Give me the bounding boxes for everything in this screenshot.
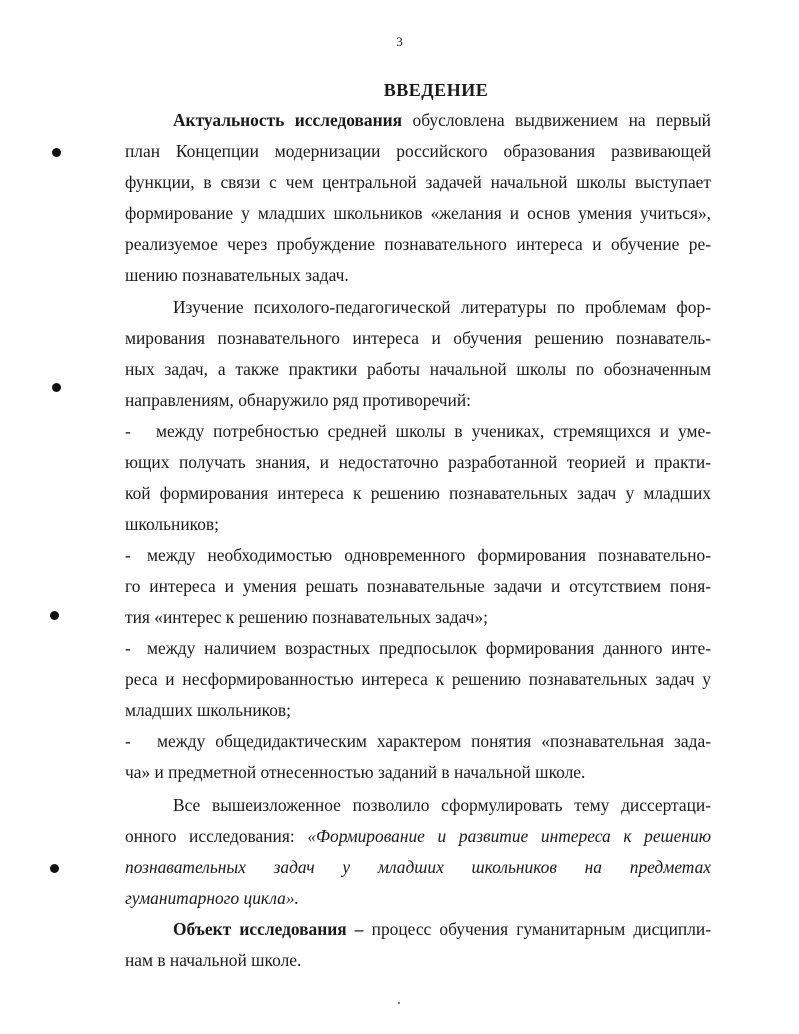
margin-mark — [52, 148, 61, 157]
paragraph-line: функции, в связи с чем центральной задачей начальной школы выступает — [125, 172, 711, 192]
paragraph-line: Все вышеизложенное позволило сформулировать тему диссертаци- — [173, 795, 711, 815]
bullet-dash: - — [125, 638, 131, 658]
paragraph-line: Актуальность исследования обусловлена выдвижением на первый — [173, 110, 711, 130]
margin-mark — [50, 611, 59, 620]
paragraph-line: Объект исследования – процесс обучения гуманитарным дисципли- — [173, 919, 711, 939]
dissertation-title: «Формирование и развитие интереса к решению — [307, 826, 711, 846]
bold-lead: Актуальность исследования — [173, 110, 403, 130]
paragraph-line: направлениям, обнаружило ряд противоречий: — [125, 390, 471, 410]
paragraph-line: ющих получать знания, и недостаточно разработанной теорией и практи- — [125, 452, 711, 472]
margin-mark — [50, 864, 59, 873]
paragraph-line: формирование у младших школьников «желания и основ умения учиться», — [125, 203, 711, 223]
paragraph-line: Изучение психолого-педагогической литературы по проблемам фор- — [173, 297, 711, 317]
paragraph-line: познавательных задач у младших школьников на предметах — [125, 857, 711, 877]
paragraph-line: реса и несформированностью интереса к решению познавательных задач у — [125, 669, 711, 689]
paragraph-line: тия «интерес к решению познавательных задач»; — [125, 607, 488, 627]
paragraph-line: школьников; — [125, 514, 219, 534]
paragraph-line: младших школьников; — [125, 700, 291, 720]
bullet-dash: - — [125, 545, 131, 565]
page-title: ВВЕДЕНИЕ — [383, 80, 489, 100]
paragraph-line: гуманитарного цикла». — [125, 888, 299, 908]
scan-speck — [398, 1002, 400, 1004]
paragraph-line: го интереса и умения решать познавательные задачи и отсутствием поня- — [125, 576, 711, 596]
paragraph-line: нам в начальной школе. — [125, 950, 302, 970]
paragraph-line: шению познавательных задач. — [125, 265, 349, 285]
list-item: - между необходимостью одновременного формирования познавательно- — [125, 545, 711, 565]
bold-lead: Объект исследования – — [173, 919, 364, 939]
paragraph-line: ных задач, а также практики работы начальной школы по обозначенным — [125, 359, 711, 379]
paragraph-line: реализуемое через пробуждение познавательного интереса и обучение ре- — [125, 234, 711, 254]
paragraph-line: мирования познавательного интереса и обучения решению познаватель- — [125, 328, 711, 348]
list-item: - между наличием возрастных предпосылок формирования данного инте- — [125, 638, 711, 658]
paragraph-line: ча» и предметной отнесенностью заданий в начальной школе. — [125, 762, 586, 782]
list-item: - между потребностью средней школы в учениках, стремящихся и уме- — [125, 421, 711, 441]
paragraph-line: кой формирования интереса к решению познавательных задач у младших — [125, 483, 711, 503]
page-number: 3 — [396, 34, 403, 49]
bullet-dash: - — [125, 421, 131, 441]
paragraph-line: онного исследования: «Формирование и развитие интереса к решению — [125, 826, 711, 846]
list-item: - между общедидактическим характером понятия «познавательная зада- — [125, 731, 711, 751]
bullet-dash: - — [125, 731, 131, 751]
margin-mark — [52, 383, 61, 392]
paragraph-line: план Концепции модернизации российского образования развивающей — [125, 141, 711, 161]
